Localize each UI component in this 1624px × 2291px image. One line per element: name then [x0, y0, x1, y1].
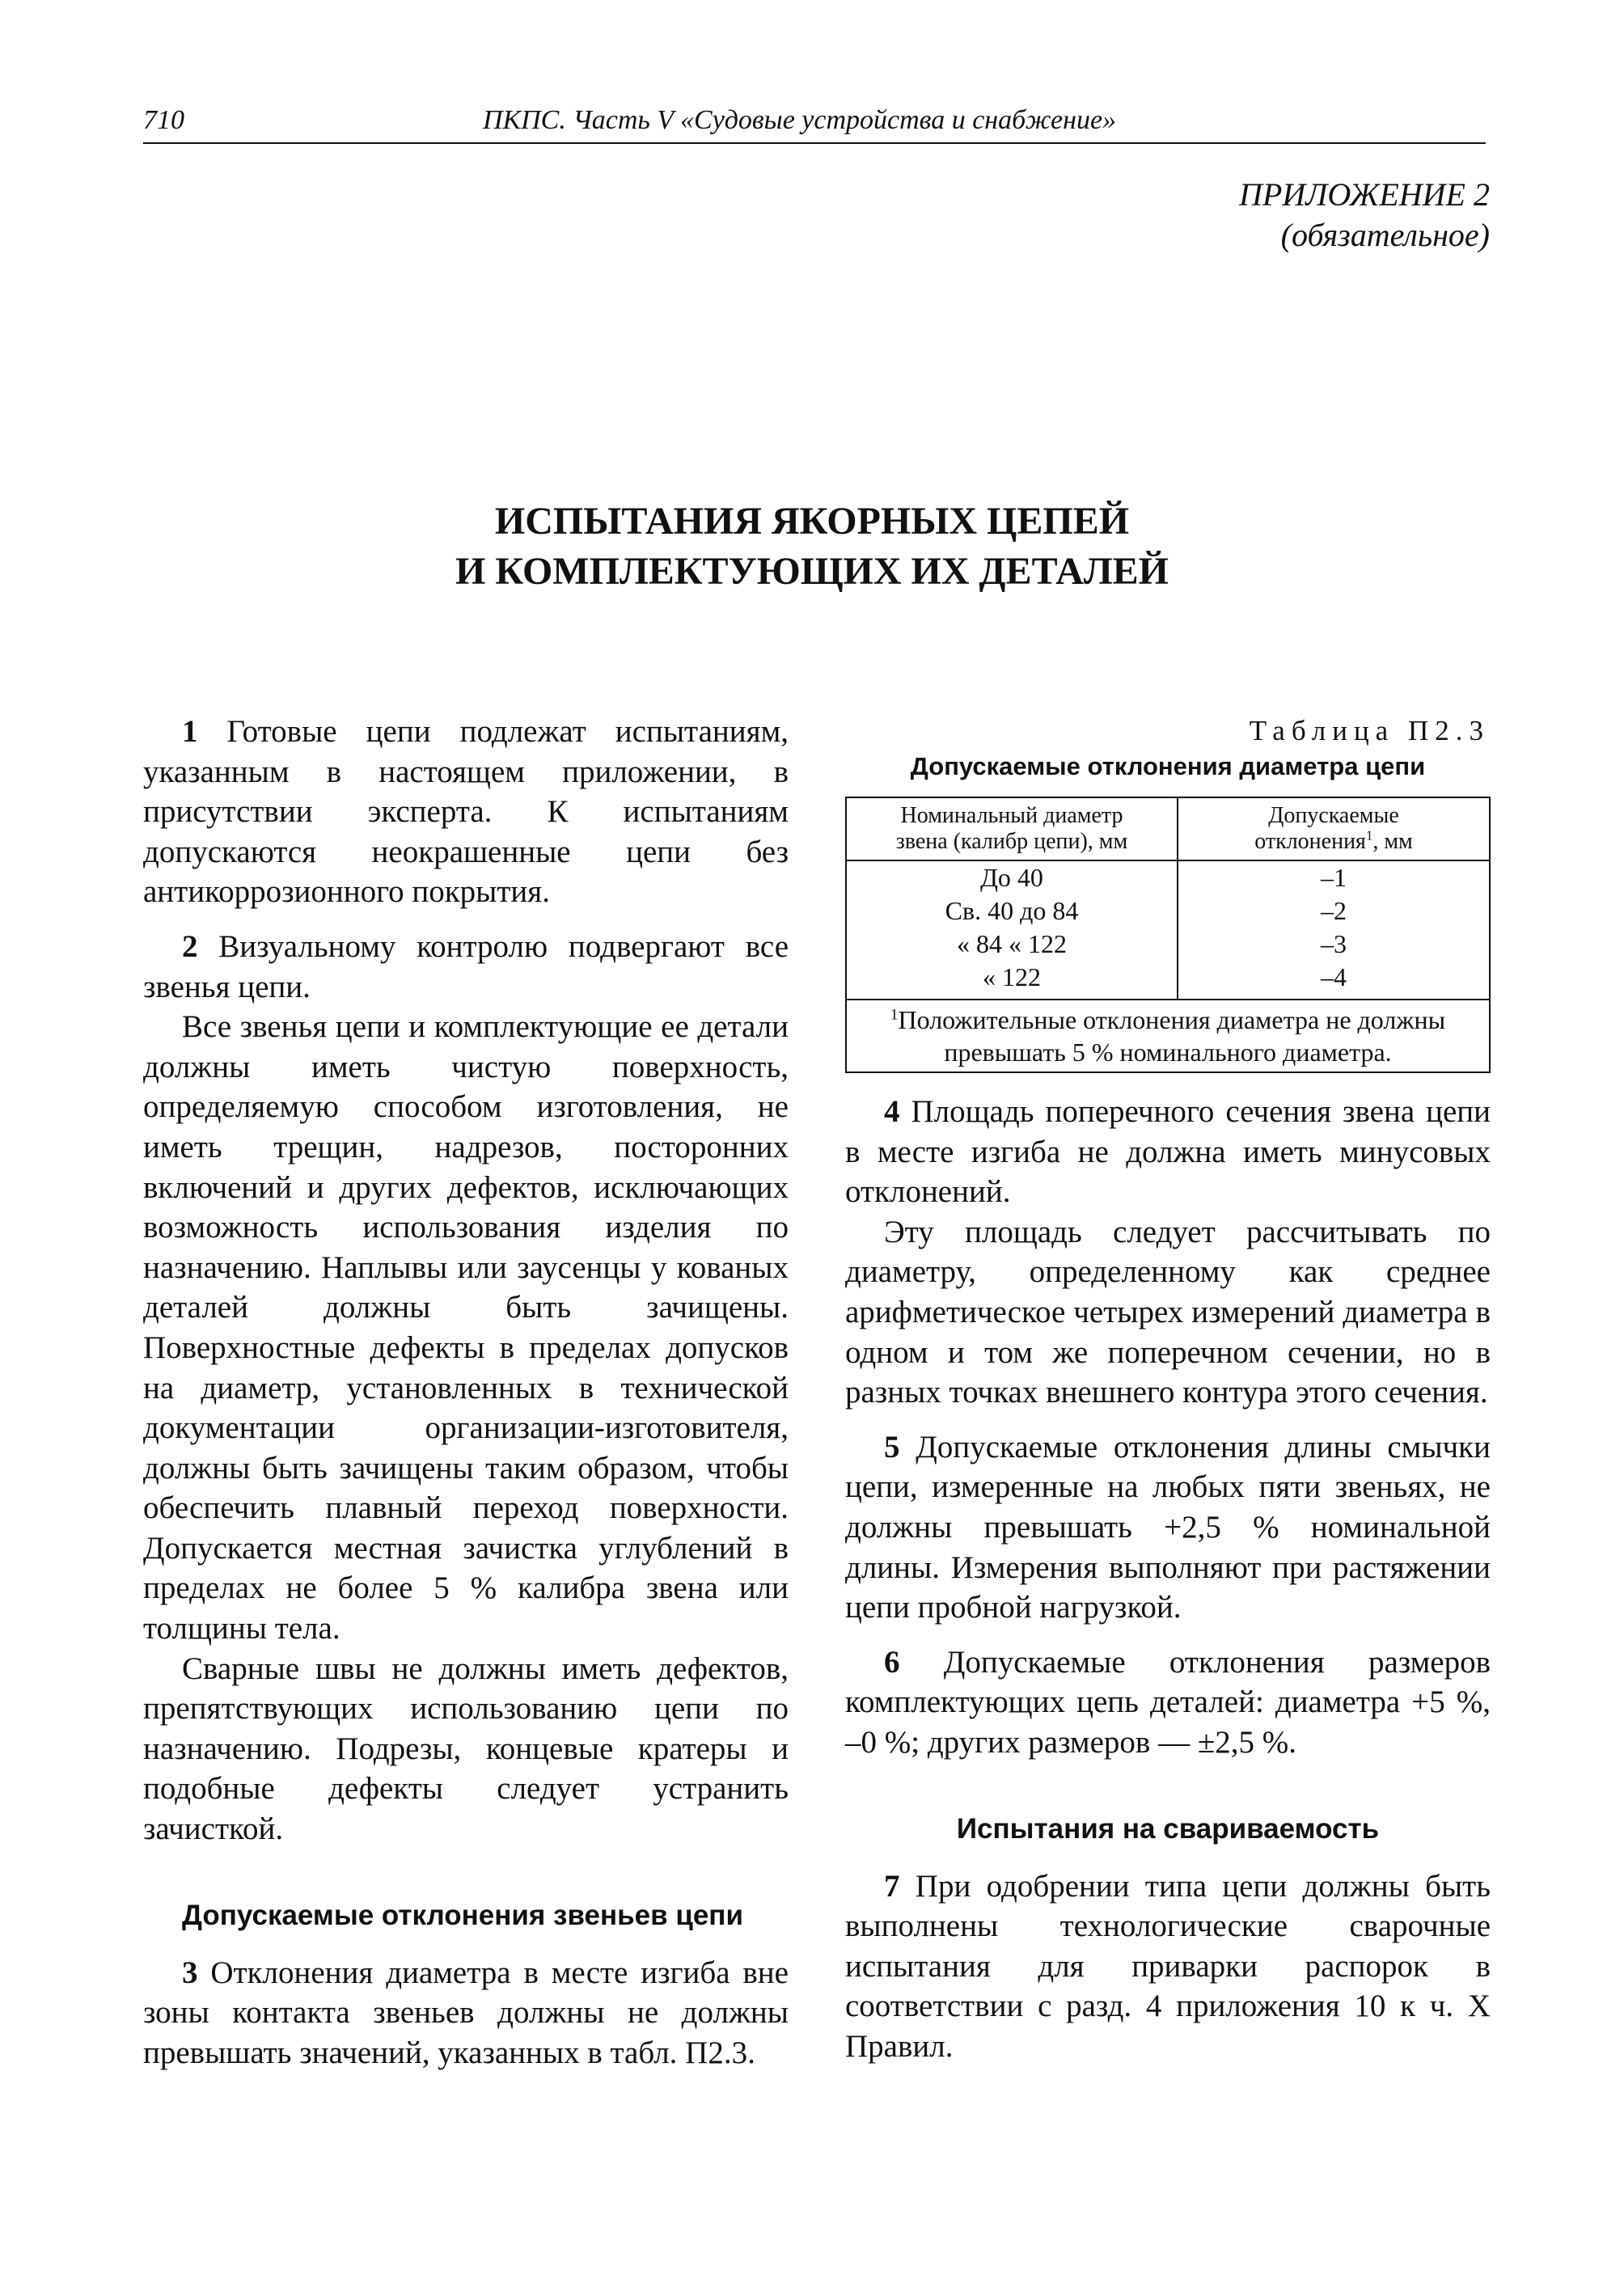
paragraph-3 — [143, 1953, 789, 2073]
table-row — [847, 928, 1489, 961]
document-title — [0, 497, 1624, 597]
cell-diameter: « 84 « 122 — [847, 928, 1178, 961]
table-row — [847, 961, 1489, 999]
paragraph-text: Допускаемые отклонения длины смычки цепи, измеренные на любых пяти звеньях, не должны превышать +2,5 % номинальной длины. Измерения выполняют при растяжении цепи пробной нагрузкой. — [845, 1429, 1491, 1625]
paragraph-6 — [845, 1642, 1491, 1763]
table-label: Таблица П2.3 — [1249, 715, 1490, 746]
cell-diameter: « 122 — [847, 961, 1178, 999]
cell-diameter: До 40 — [847, 860, 1178, 894]
cell-deviation: –4 — [1321, 962, 1347, 991]
deviation-table — [845, 797, 1491, 1073]
footnote-text: Положительные отклонения диаметра не должны превышать 5 % номинального диаметра. — [898, 1005, 1446, 1067]
table-caption: Допускаемые отклонения диаметра цепи — [910, 752, 1426, 780]
cell-diameter: Св. 40 до 84 — [847, 894, 1178, 928]
cell-deviation: –2 — [1321, 896, 1347, 925]
footnote-ref: 1 — [1365, 827, 1373, 843]
paragraph-1 — [143, 712, 789, 912]
right-column — [845, 1092, 1491, 2066]
running-title: ПКПС. Часть V «Судовые устройства и снабжение» — [483, 105, 1117, 135]
paragraph-text: Допускаемые отклонения размеров комплектующих цепь деталей: диаметра +5 %, –0 %; других размеров — ±2,5 %. — [845, 1644, 1491, 1760]
paragraph-text: Визуальному контролю подвергают все звенья цепи. — [143, 928, 789, 1004]
appendix-note: (обязательное) — [1280, 217, 1490, 253]
appendix-label — [1239, 175, 1490, 256]
footnote-mark: 1 — [890, 1006, 899, 1024]
table-header-row — [847, 798, 1489, 860]
appendix-title: ПРИЛОЖЕНИЕ 2 — [1239, 176, 1490, 213]
table-row — [847, 860, 1489, 894]
paragraph-number: 1 — [182, 714, 198, 749]
document-title-line-1: ИСПЫТАНИЯ ЯКОРНЫХ ЦЕПЕЙ — [494, 500, 1130, 543]
cell-deviation: –1 — [1321, 863, 1347, 892]
paragraph-2 — [143, 927, 789, 1007]
paragraph-4 — [845, 1092, 1491, 1212]
paragraph-number: 5 — [884, 1429, 900, 1465]
column-header-deviation: Допускаемые отклонения$^1$, мм — [1178, 798, 1489, 860]
paragraph-number: 6 — [884, 1644, 900, 1680]
paragraph-text: Отклонения диаметра в месте изгиба вне зоны контакта звеньев должны не должны превышать значений, указанных в табл. П2.3. — [143, 1955, 789, 2070]
left-column — [143, 712, 789, 2073]
paragraph-number: 4 — [884, 1094, 900, 1129]
paragraph-text: Площадь поперечного сечения звена цепи в месте изгиба не должна иметь минусовых отклонений. — [845, 1094, 1491, 1210]
paragraph-2-welds: Сварные швы не должны иметь дефектов, препятствующих использованию цепи по назначению. Подрезы, концевые кратеры и подобные дефекты следует устранить зачисткой. — [143, 1651, 789, 1847]
table-row — [847, 894, 1489, 928]
paragraph-text: Готовые цепи подлежат испытаниям, указанным в настоящем приложении, в присутствии эксперта. К испытаниям допускаются неокрашенные цепи без антикоррозионного покрытия. — [143, 714, 789, 910]
column-header-nominal-diameter: Номинальный диаметр звена (калибр цепи), мм — [847, 798, 1178, 860]
running-header — [143, 104, 1486, 144]
document-title-line-2: И КОМПЛЕКТУЮЩИХ ИХ ДЕТАЛЕЙ — [455, 550, 1169, 593]
paragraph-number: 7 — [884, 1868, 900, 1904]
paragraph-4-continued: Эту площадь следует рассчитывать по диаметру, определенному как среднее арифметическое четырех измерений диаметра в одном и том же поперечном сечении, но в разных точках внешнего контура этого сечения. — [845, 1214, 1491, 1410]
cell-deviation: –3 — [1321, 929, 1347, 958]
table-footnote — [847, 999, 1489, 1072]
paragraph-2-continued: Все звенья цепи и комплектующие ее детали должны иметь чистую поверхность, определяемую способом изготовления, не иметь трещин, надрезов, посторонних включений и других дефектов, исключающих возможность использования изделия по назначению. Наплывы или заусенцы у кованых деталей должны быть зачищены. Поверхностные дефекты в пределах допусков на диаметр, установленных в технической документации организации-изготовителя, должны быть зачищены таким образом, чтобы обеспечить плавный переход поверхности. Допускается местная зачистка углублений в пределах не более 5 % калибра звена или толщины тела. — [143, 1009, 789, 1646]
paragraph-text: При одобрении типа цепи должны быть выполнены технологические сварочные испытания для приварки распорок в соответствии с разд. 4 приложения 10 к ч. X Правил. — [845, 1868, 1491, 2064]
paragraph-5 — [845, 1427, 1491, 1628]
paragraph-7 — [845, 1866, 1491, 2067]
paragraph-number: 2 — [182, 928, 198, 964]
paragraph-number: 3 — [182, 1955, 198, 1990]
section-heading-weldability: Испытания на свариваемость — [956, 1812, 1380, 1845]
section-heading-link-deviations: Допускаемые отклонения звеньев цепи — [182, 1899, 743, 1931]
page-number: 710 — [143, 105, 184, 135]
